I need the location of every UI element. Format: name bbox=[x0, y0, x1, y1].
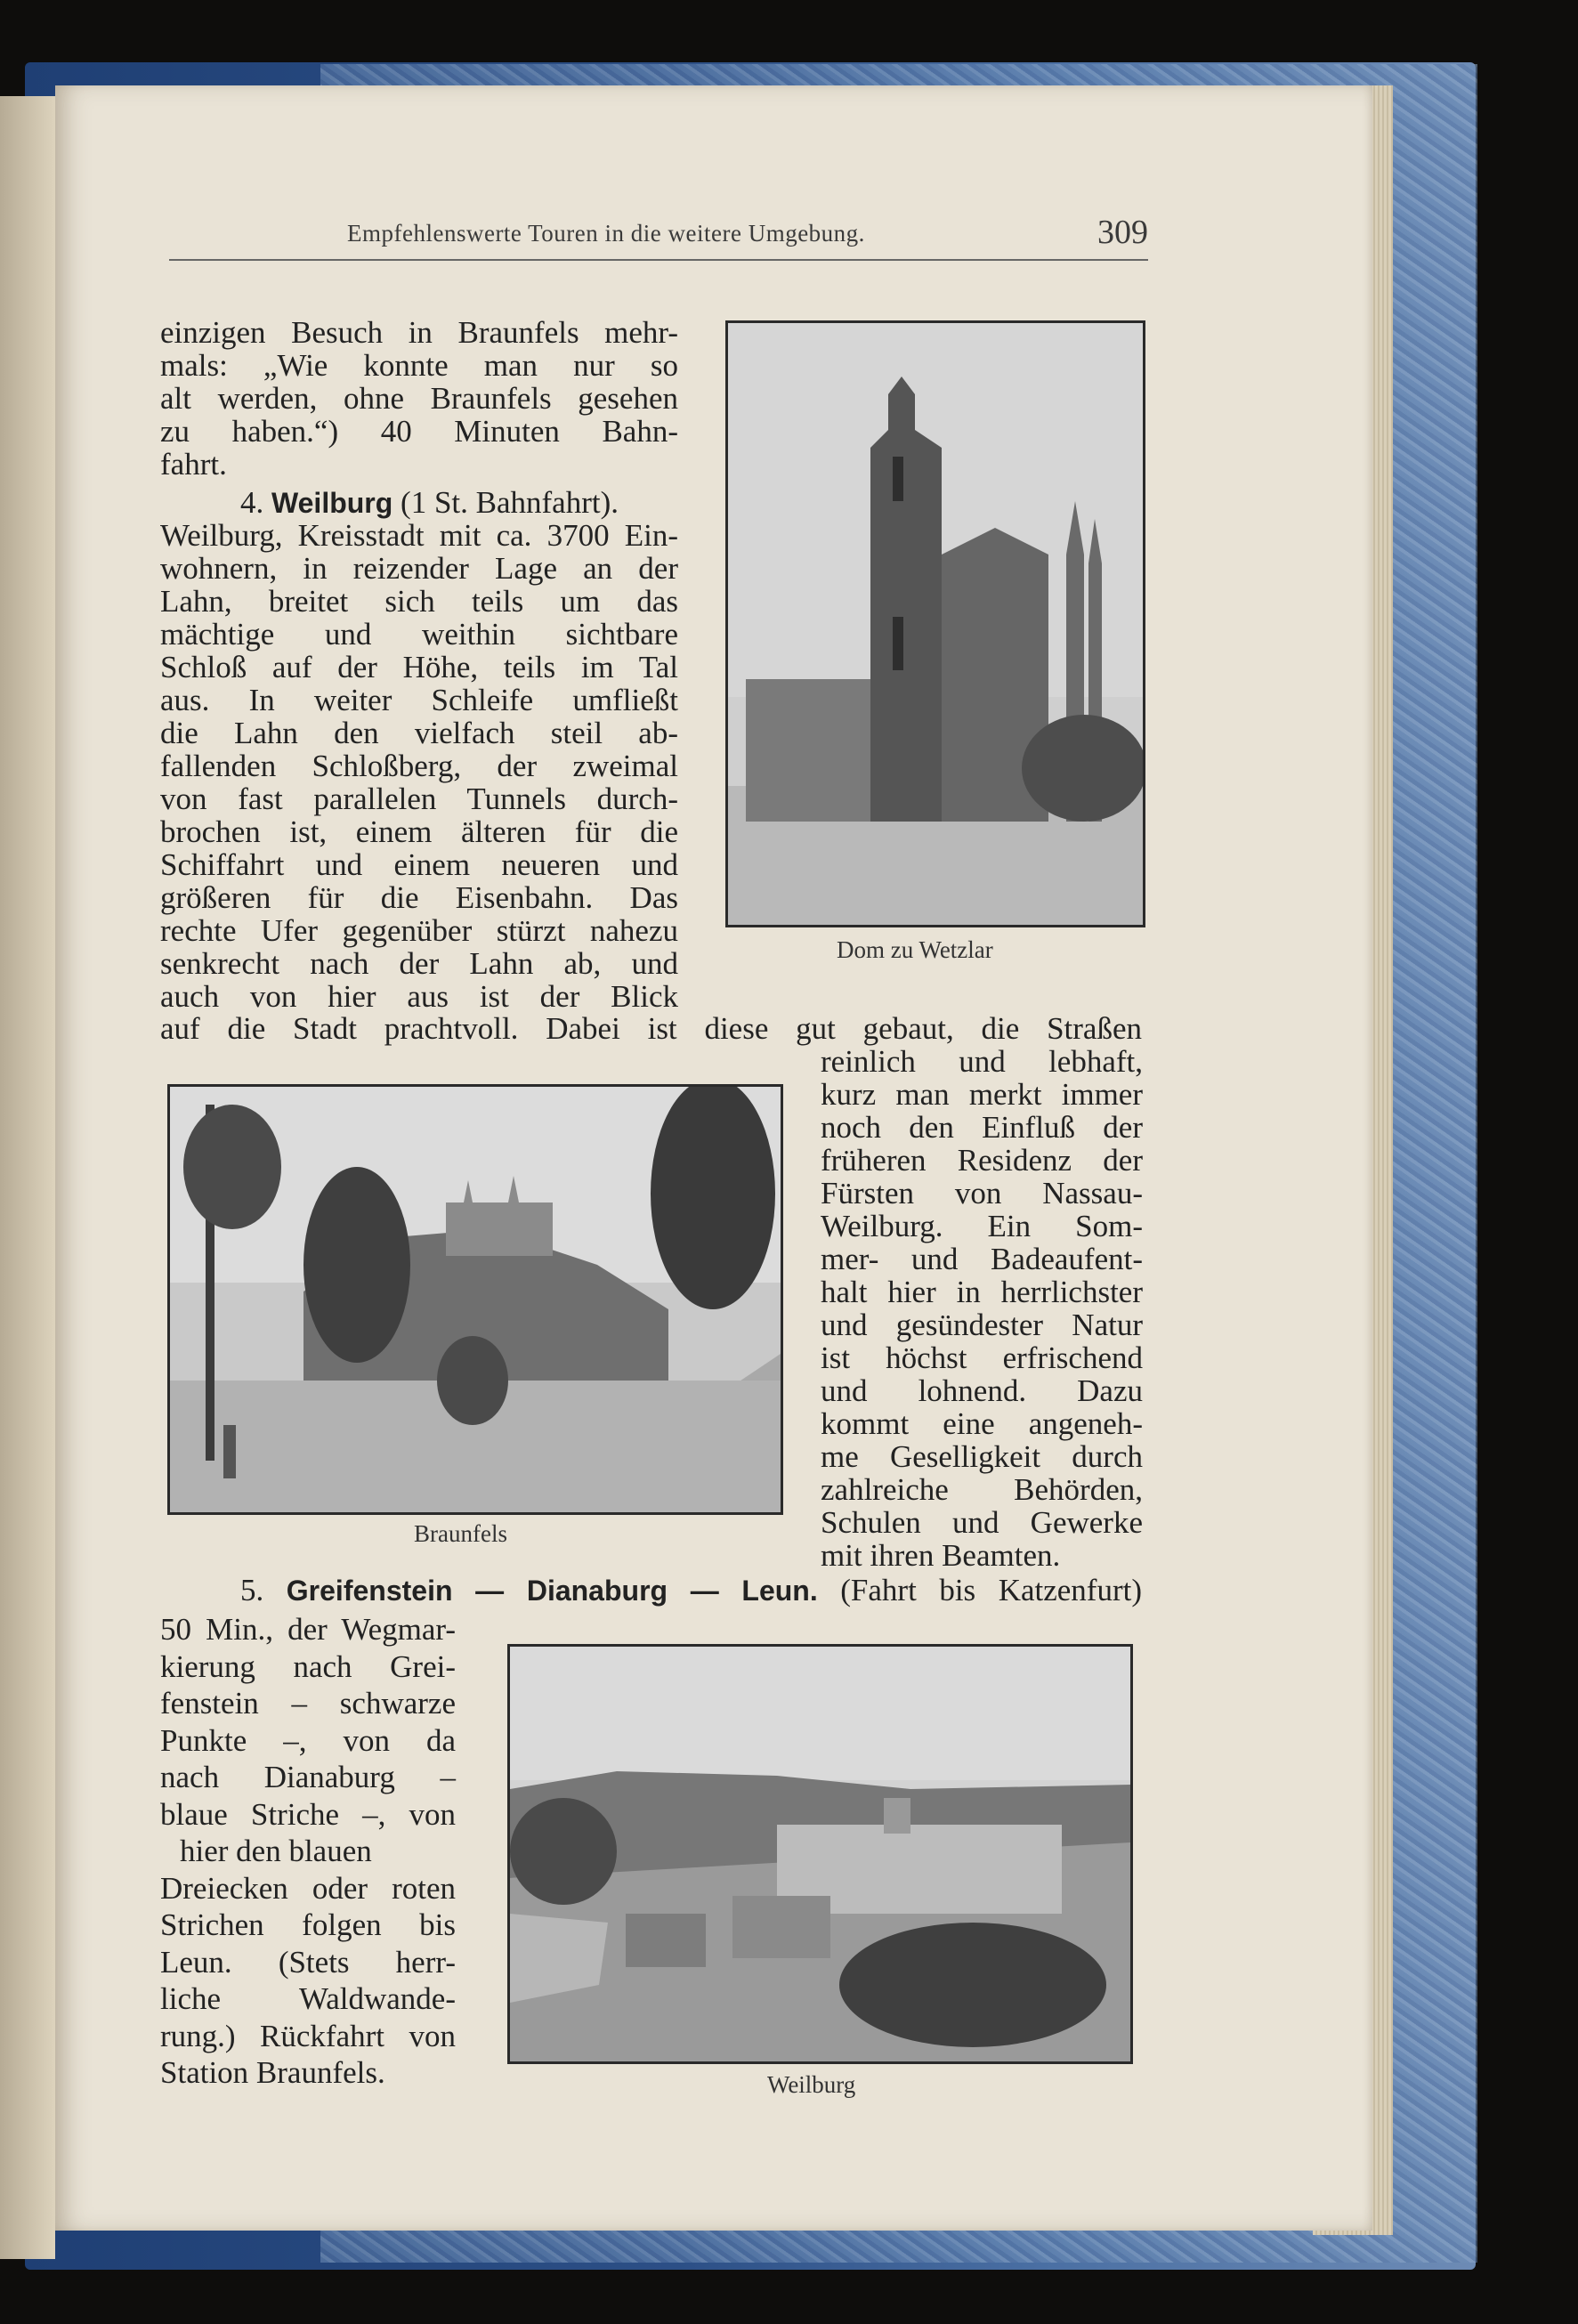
text-line: Leun. (Stets herr- bbox=[160, 1944, 456, 1980]
text-line: Schloß auf der Höhe, teils im Tal bbox=[160, 650, 678, 684]
text-line: Station Braunfels. bbox=[160, 2055, 385, 2090]
text-line: zu haben.“) 40 Minuten Bahn- bbox=[160, 414, 678, 449]
section-4-title: Weilburg bbox=[271, 487, 393, 519]
caption-braunfels: Braunfels bbox=[414, 1520, 507, 1547]
text-line: Dreiecken oder roten bbox=[160, 1870, 456, 1906]
text-line: mit ihren Beamten. bbox=[821, 1538, 1061, 1573]
text-block-right bbox=[821, 1045, 1143, 1572]
photo-weilburg bbox=[507, 1644, 1133, 2064]
text-line: ist höchst erfrischend bbox=[821, 1340, 1143, 1375]
text-line: rung.) Rückfahrt von bbox=[160, 2018, 456, 2053]
text-line: zahlreiche Behörden, bbox=[821, 1472, 1143, 1507]
text-line-full: auf die Stadt prachtvoll. Dabei ist diese gut gebaut, die Straßen bbox=[160, 1011, 1142, 1046]
text-line: kurz man merkt immer bbox=[821, 1077, 1143, 1112]
text-block-section-5 bbox=[160, 1611, 456, 2092]
section-5-heading: 5. Greifenstein — Dianaburg — Leun. (Fahrt bis Katzenfurt) bbox=[240, 1573, 1142, 1607]
text-line: brochen ist, einem älteren für die bbox=[160, 814, 678, 849]
text-line: mals: „Wie konnte man nur so bbox=[160, 348, 678, 383]
text-line: einzigen Besuch in Braunfels mehr- bbox=[160, 315, 678, 350]
text-line: hier den blauen bbox=[180, 1834, 372, 1868]
running-header bbox=[169, 214, 1148, 261]
text-line: mächtige und weithin sichtbare bbox=[160, 617, 678, 652]
text-line: auch von hier aus ist der Blick bbox=[160, 979, 678, 1014]
text-line: mer- und Badeaufent- bbox=[821, 1242, 1143, 1276]
caption-weilburg: Weilburg bbox=[767, 2071, 856, 2098]
text-line: Lahn, breitet sich teils um das bbox=[160, 584, 678, 619]
section-5-title: Greifenstein — Dianaburg — Leun. bbox=[286, 1575, 818, 1607]
text-line: Fürsten von Nassau- bbox=[821, 1176, 1143, 1211]
text-line: aus. In weiter Schleife umfließt bbox=[160, 683, 678, 717]
text-line: fallenden Schloßberg, der zweimal bbox=[160, 749, 678, 783]
text-line: Strichen folgen bis bbox=[160, 1907, 456, 1942]
text-line: nach Dianaburg – bbox=[160, 1760, 456, 1794]
text-line: Schulen und Gewerke bbox=[821, 1505, 1143, 1540]
running-title: Empfehlenswerte Touren in die weitere Umgebung. bbox=[347, 220, 865, 247]
text-line: von fast parallelen Tunnels durch- bbox=[160, 781, 678, 816]
text-line: größeren für die Eisenbahn. Das bbox=[160, 880, 678, 915]
text-line: liche Waldwande- bbox=[160, 1981, 456, 2016]
text-line: und gesündester Natur bbox=[821, 1308, 1143, 1342]
text-line: fahrt. bbox=[160, 447, 227, 482]
facing-page-edge bbox=[0, 96, 55, 2259]
text-line: und lohnend. Dazu bbox=[821, 1373, 1143, 1408]
text-line: senkrecht nach der Lahn ab, und bbox=[160, 946, 678, 981]
text-line: wohnern, in reizender Lage an der bbox=[160, 551, 678, 586]
page-number: 309 bbox=[1097, 214, 1148, 251]
text-line: Schiffahrt und einem neueren und bbox=[160, 847, 678, 882]
photo-braunfels bbox=[167, 1084, 783, 1515]
text-line: die Lahn den vielfach steil ab- bbox=[160, 716, 678, 750]
text-line: Weilburg. Ein Som- bbox=[821, 1209, 1143, 1243]
text-line: 50 Min., der Wegmar- bbox=[160, 1612, 456, 1647]
caption-dom-zu-wetzlar: Dom zu Wetzlar bbox=[837, 936, 993, 963]
text-line: me Geselligkeit durch bbox=[821, 1439, 1143, 1474]
text-line: früheren Residenz der bbox=[821, 1143, 1143, 1178]
text-line: Punkte –, von da bbox=[160, 1722, 456, 1758]
text-line: fenstein – schwarze bbox=[160, 1686, 456, 1721]
text-block-top bbox=[160, 316, 678, 1013]
text-line: rechte Ufer gegenüber stürzt nahezu bbox=[160, 913, 678, 948]
section-4-heading: 4. Weilburg (1 St. Bahnfahrt). bbox=[240, 485, 619, 520]
text-line: alt werden, ohne Braunfels gesehen bbox=[160, 381, 678, 416]
text-line: reinlich und lebhaft, bbox=[821, 1044, 1143, 1079]
text-line: halt hier in herrlichster bbox=[821, 1275, 1143, 1309]
text-line: Weilburg, Kreisstadt mit ca. 3700 Ein- bbox=[160, 518, 678, 553]
text-line: blaue Striche –, von bbox=[160, 1796, 456, 1832]
text-line: kommt eine angeneh- bbox=[821, 1406, 1143, 1441]
text-line: noch den Einfluß der bbox=[821, 1110, 1143, 1145]
text-line: kierung nach Grei- bbox=[160, 1648, 456, 1684]
photo-dom-zu-wetzlar bbox=[725, 320, 1145, 927]
